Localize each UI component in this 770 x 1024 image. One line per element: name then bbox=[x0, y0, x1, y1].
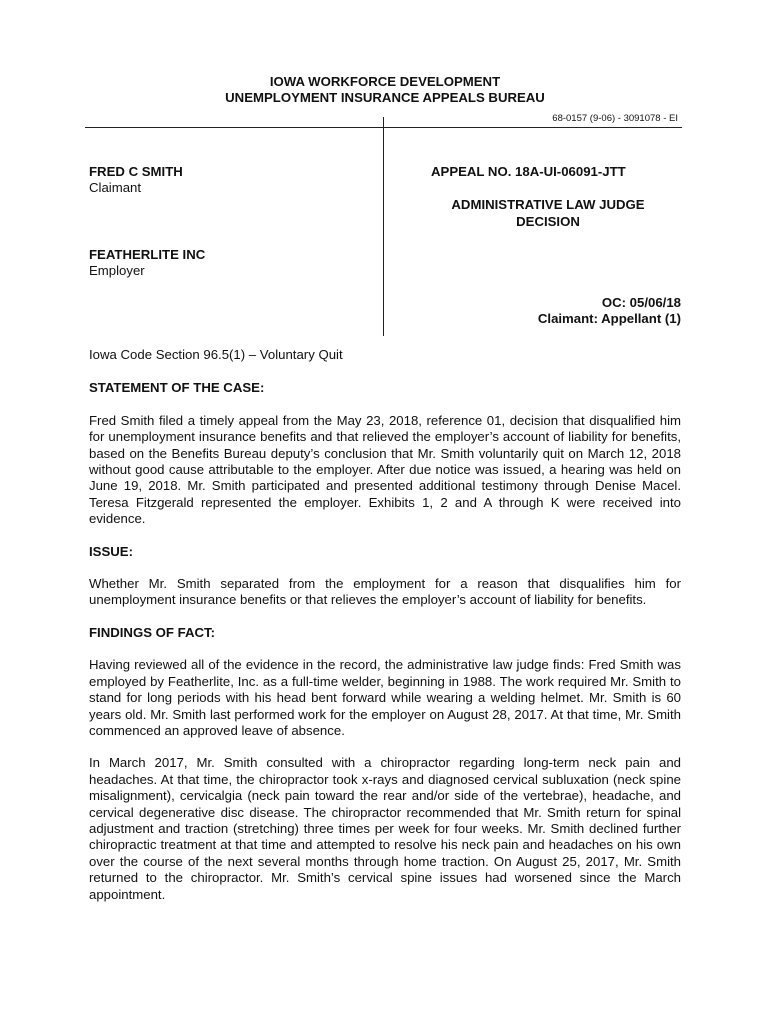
claimant-block bbox=[89, 164, 369, 197]
claimant-status: Claimant: Appellant (1) bbox=[537, 311, 681, 327]
findings-heading: FINDINGS OF FACT: bbox=[89, 624, 216, 640]
bureau-name: UNEMPLOYMENT INSURANCE APPEALS BUREAU bbox=[225, 90, 545, 105]
agency-header bbox=[0, 74, 770, 106]
employer-block bbox=[89, 247, 369, 280]
claimant-role: Claimant bbox=[89, 180, 142, 196]
decision-body bbox=[89, 347, 681, 919]
agency-name: IOWA WORKFORCE DEVELOPMENT bbox=[269, 74, 501, 89]
appeal-number: APPEAL NO. 18A-UI-06091-JTT bbox=[431, 164, 626, 179]
form-id: 68-0157 (9-06) - 3091078 - EI bbox=[552, 113, 678, 124]
decision-title-line2: DECISION bbox=[516, 213, 580, 229]
case-info-block bbox=[400, 164, 682, 230]
oc-block bbox=[400, 295, 681, 328]
oc-date: OC: 05/06/18 bbox=[601, 295, 681, 310]
statement-heading: STATEMENT OF THE CASE: bbox=[89, 380, 265, 396]
issue-text: Whether Mr. Smith separated from the employment for a reason that disqualifies him for unemployment insurance benefits or that relieves the employer’s account of liability for benefits. bbox=[89, 576, 681, 608]
code-section: Iowa Code Section 96.5(1) – Voluntary Quit bbox=[89, 347, 343, 362]
decision-title-line1: ADMINISTRATIVE LAW JUDGE bbox=[451, 197, 645, 213]
findings-paragraph-1: Having reviewed all of the evidence in the record, the administrative law judge finds: Fred Smith was employed by Featherlite, Inc. as a full-time welder, beginning in 1988. The work required Mr. Smith to stand for long periods with his head bent forward while wearing a welding helmet. Mr. Smith is 60 years old. Mr. Smith last performed work for the employer on August 28, 2017. At that time, Mr. Smith commenced an approved leave of absence. bbox=[89, 657, 681, 738]
employer-name: FEATHERLITE INC bbox=[89, 246, 206, 262]
employer-role: Employer bbox=[89, 263, 145, 279]
findings-paragraph-2: In March 2017, Mr. Smith consulted with a chiropractor regarding long-term neck pain and headaches. At that time, the chiropractor took x-rays and diagnosed cervical subluxation (neck spine misalignment), cervicalgia (neck pain toward the rear and/or side of the vertebrae), headache, and cervical degenerative disc disease. The chiropractor recommended that Mr. Smith return for spinal adjustment and traction (stretching) three times per week for four weeks. Mr. Smith declined further chiropractic treatment at that time and attempted to resolve his neck pain and headaches on his own over the course of the next several months through home traction. On August 25, 2017, Mr. Smith returned to the chiropractor. Mr. Smith’s cervical spine issues had worsened since the March appointment. bbox=[89, 755, 681, 902]
claimant-name: FRED C SMITH bbox=[89, 164, 183, 179]
issue-heading: ISSUE: bbox=[89, 543, 133, 559]
decision-title bbox=[400, 197, 682, 230]
header-divider-vertical bbox=[383, 117, 384, 336]
parties-block bbox=[89, 164, 369, 330]
statement-text: Fred Smith filed a timely appeal from the May 23, 2018, reference 01, decision that disqualified him for unemployment insurance benefits and that relieved the employer’s account of liability for benefits, based on the Benefits Bureau deputy’s conclusion that Mr. Smith voluntarily quit on March 12, 2018 without good cause attributable to the employer. After due notice was issued, a hearing was held on June 19, 2018. Mr. Smith participated and presented additional testimony through Denise Macel. Teresa Fitzgerald represented the employer. Exhibits 1, 2 and A through K were received into evidence. bbox=[89, 412, 681, 527]
